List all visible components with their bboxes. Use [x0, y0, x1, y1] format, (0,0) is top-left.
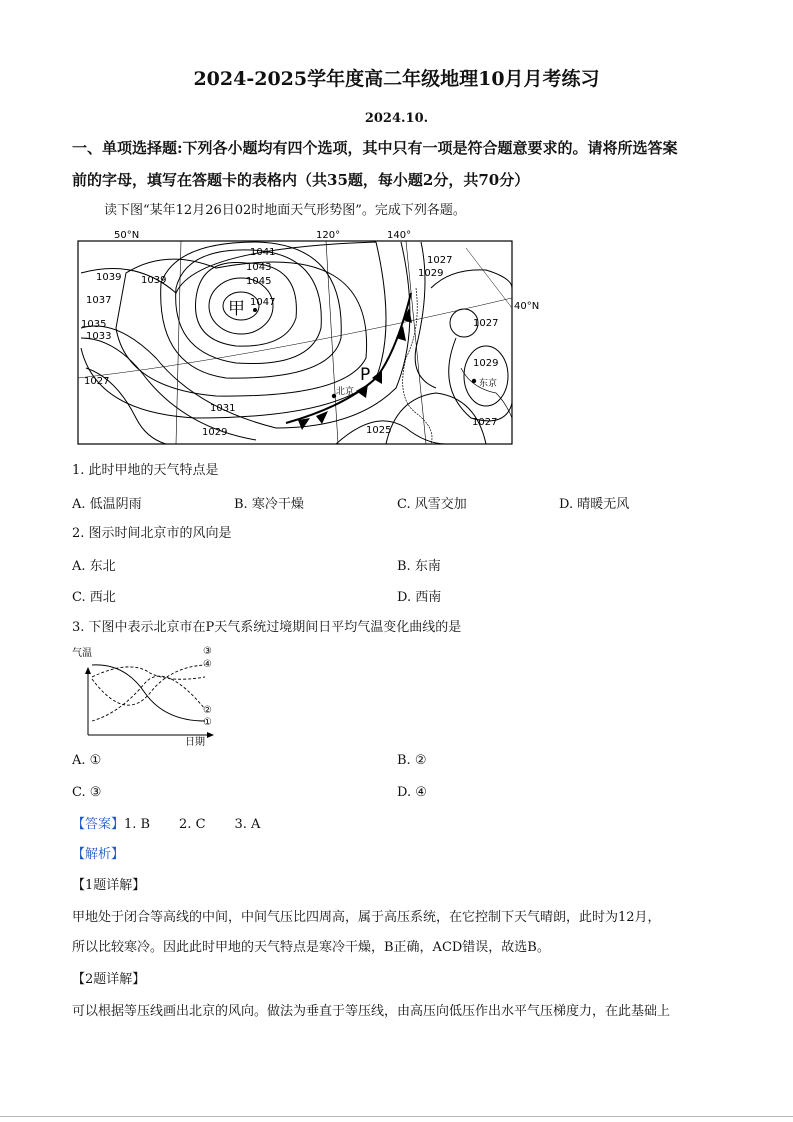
- map-intro: 读下图“某年12月26日02时地面天气形势图”。完成下列各题。: [104, 203, 466, 218]
- y-axis-arrow: [85, 667, 91, 674]
- isobar-label: 1045: [246, 276, 272, 287]
- isobar-label: 1035: [81, 319, 107, 330]
- page-bottom-rule: [0, 1116, 793, 1117]
- exam-date: 2024.10.: [364, 111, 429, 126]
- label-dongjing: 东京: [479, 379, 498, 389]
- isobar-label: 1027: [427, 255, 453, 266]
- lon-label-120: 120°: [316, 230, 341, 241]
- isobar-label: 1037: [86, 295, 112, 306]
- question-1-stem: 1. 此时甲地的天气特点是: [72, 463, 219, 478]
- curve-3: [92, 665, 205, 705]
- q2-option-b[interactable]: B. 东南: [397, 559, 441, 574]
- section-heading: [72, 132, 732, 196]
- x-axis-label: 日期: [185, 737, 205, 747]
- detail-1-line1: 甲地处于闭合等高线的中间，中间气压比四周高，属于高压系统，在它控制下天气晴朗，此时为12月，: [72, 910, 661, 925]
- lon-label-140: 140°: [387, 230, 412, 241]
- isobar-label: 1029: [202, 427, 228, 438]
- weather-map: [76, 228, 546, 452]
- map-frame: [78, 241, 512, 444]
- isobar-label: 1027: [472, 417, 498, 428]
- section-heading-line2: 前的字母，填写在答题卡的表格内（共35题，每小题2分，共70分）: [72, 171, 530, 189]
- label-jia: 甲: [228, 299, 245, 319]
- q3-option-d[interactable]: D. ④: [397, 785, 427, 800]
- weather-map-svg: [76, 228, 546, 448]
- isobar-label: 1027: [473, 318, 499, 329]
- answer-text: 1. B 2. C 3. A: [124, 817, 261, 832]
- temperature-curve-svg: [70, 643, 220, 747]
- lat-label-40: 40°N: [514, 301, 540, 312]
- q1-option-c[interactable]: C. 风雪交加: [397, 497, 467, 512]
- detail-1-line2: 所以比较寒冷。因此此时甲地的天气特点是寒冷干燥，B正确，ACD错误，故选B。: [72, 940, 550, 955]
- x-axis-arrow: [207, 732, 214, 738]
- isobar-label: 1029: [473, 358, 499, 369]
- answer-tag: 【答案】: [72, 817, 125, 832]
- curve-mark-4: ④: [203, 659, 212, 670]
- label-p: P: [360, 365, 371, 385]
- isobar-label: 1031: [210, 403, 236, 414]
- q2-option-d[interactable]: D. 西南: [397, 590, 442, 605]
- q2-option-c[interactable]: C. 西北: [72, 590, 116, 605]
- isobar-label: 1039: [141, 275, 167, 286]
- page-title: 2024-2025学年度高二年级地理10月月考练习: [193, 68, 600, 90]
- section-heading-line1: 一、单项选择题:下列各小题均有四个选项，其中只有一项是符合题意要求的。请将所选答案: [72, 139, 678, 157]
- isobar-label: 1025: [366, 425, 392, 436]
- isobar-label: 1043: [246, 262, 272, 273]
- q3-option-c[interactable]: C. ③: [72, 785, 102, 800]
- q1-option-a[interactable]: A. 低温阴雨: [72, 497, 142, 512]
- lat-label-50: 50°N: [114, 230, 140, 241]
- point-dongjing: [472, 379, 476, 383]
- q1-option-b[interactable]: B. 寒冷干燥: [234, 497, 304, 512]
- isobar-label: 1039: [96, 272, 122, 283]
- q3-option-b[interactable]: B. ②: [397, 753, 427, 768]
- y-axis-label: 气温: [72, 648, 92, 659]
- analysis-tag: 【解析】: [72, 847, 125, 862]
- isobar-label: 1047: [250, 297, 276, 308]
- label-beijing: 北京: [336, 387, 355, 397]
- curve-mark-2: ②: [203, 705, 212, 716]
- isobar-label: 1027: [84, 376, 110, 387]
- curve-1: [92, 665, 205, 721]
- curve-4: [92, 667, 205, 679]
- curve-2: [92, 676, 205, 721]
- curve-mark-3: ③: [203, 646, 212, 657]
- q1-option-d[interactable]: D. 晴暖无风: [559, 497, 630, 512]
- isobar-label: 1029: [418, 268, 444, 279]
- isobar-label: 1033: [86, 331, 112, 342]
- detail-2-line1: 可以根据等压线画出北京的风向。做法为垂直于等压线，由高压向低压作出水平气压梯度力，在此基础上: [72, 1004, 671, 1019]
- detail-1-heading: 【1题详解】: [72, 878, 146, 893]
- detail-2-heading: 【2题详解】: [72, 972, 146, 987]
- isobar-label: 1041: [250, 247, 276, 258]
- q3-option-a[interactable]: A. ①: [72, 753, 102, 768]
- temperature-curve-figure: [70, 643, 220, 751]
- point-jia: [253, 308, 257, 312]
- question-3-stem: 3. 下图中表示北京市在P天气系统过境期间日平均气温变化曲线的是: [72, 620, 462, 635]
- question-2-stem: 2. 图示时间北京市的风向是: [72, 526, 232, 541]
- curve-mark-1: ①: [203, 717, 212, 728]
- answer-line: [72, 816, 260, 834]
- q2-option-a[interactable]: A. 东北: [72, 559, 116, 574]
